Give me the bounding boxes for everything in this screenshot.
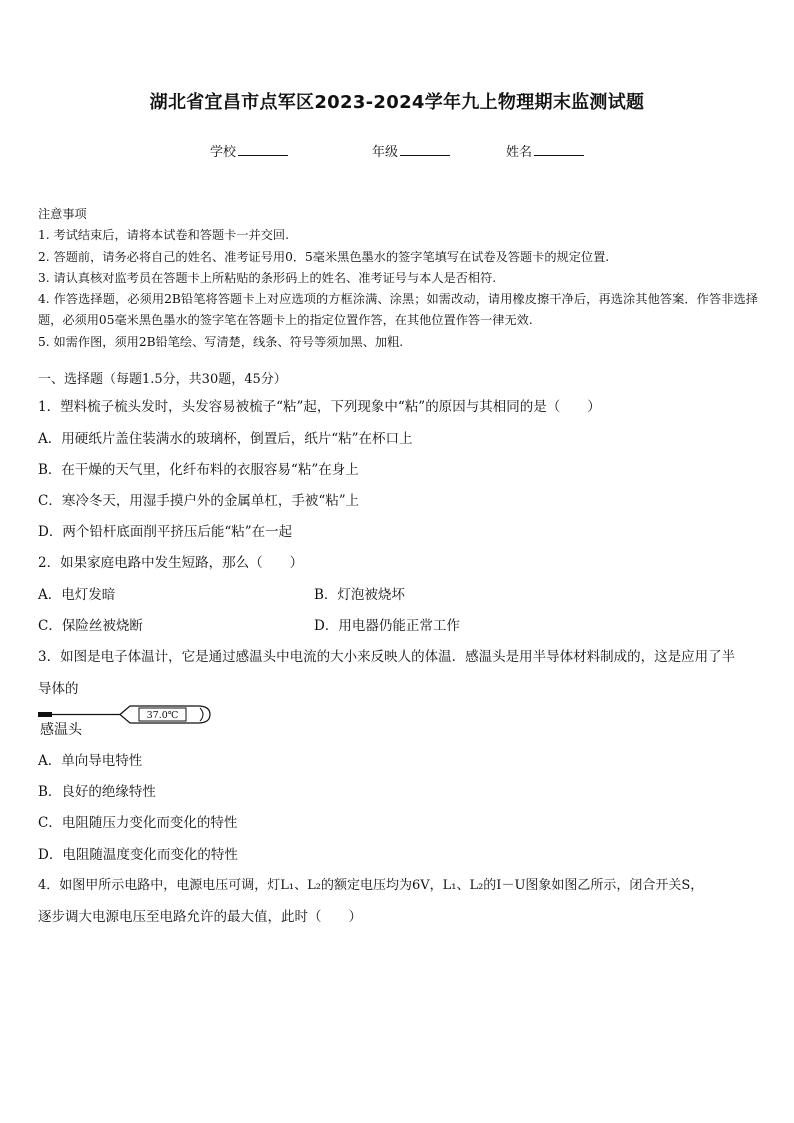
q1-option-a: A．用硬纸片盖住装满水的玻璃杯，倒置后，纸片“粘”在杯口上 <box>38 431 413 447</box>
grade-field <box>372 141 450 160</box>
q3-option-d: D．电阻随温度变化而变化的特性 <box>38 847 238 863</box>
sensor-tip <box>38 712 52 717</box>
grade-blank[interactable] <box>400 143 450 156</box>
notes-heading: 注意事项 <box>38 207 87 221</box>
q2-stem: 2．如果家庭电路中发生短路，那么（ ） <box>38 555 304 571</box>
q3-option-b: B．良好的绝缘特性 <box>38 784 156 800</box>
q4-stem-line1: 4．如图甲所示电路中，电源电压可调，灯L₁、L₂的额定电压均为6V，L₁、L₂的I－U图象如图乙所示，闭合开关S， <box>38 878 704 893</box>
q1-option-b: B．在干燥的天气里，化纤布料的衣服容易“粘”在身上 <box>38 462 359 478</box>
q2-option-b: B．灯泡被烧坏 <box>314 587 405 603</box>
q3-stem-line1: 3．如图是电子体温计，它是通过感温头中电流的大小来反映人的体温．感温头是用半导体材料制成的，这是应用了半 <box>38 649 736 665</box>
school-field <box>210 141 288 160</box>
notes-item-4: 4. 作答选择题，必须用2B铅笔将答题卡上对应选项的方框涂满、涂黑；如需改动，请用橡皮擦干净后，再选涂其他答案．作答非选择题，必须用05毫米黑色墨水的签字笔在答题卡上的指定位置作答，在其他位置作答一律无效. <box>38 292 758 328</box>
q1-option-d: D．两个铅杆底面削平挤压后能“粘”在一起 <box>38 524 293 540</box>
q3-option-a: A．单向导电特性 <box>38 753 143 769</box>
display-reading: 37.0℃ <box>146 710 179 721</box>
name-blank[interactable] <box>534 143 584 156</box>
q3-stem-line2: 导体的 <box>38 681 79 697</box>
grade-label: 年级 <box>372 145 399 160</box>
page-title: 湖北省宜昌市点军区2023-2024学年九上物理期末监测试题 <box>149 92 645 113</box>
sensor-label: 感温头 <box>40 722 82 738</box>
notes-item-2: 2. 答题前，请务必将自己的姓名、准考证号用0．5毫米黑色墨水的签字笔填写在试卷及答题卡的规定位置. <box>38 249 610 264</box>
school-label: 学校 <box>210 145 237 160</box>
notes-section <box>38 204 758 353</box>
q1-option-c: C．寒冷冬天，用湿手摸户外的金属单杠，手被“粘”上 <box>38 493 360 509</box>
notes-item-3: 3. 请认真核对监考员在答题卡上所粘贴的条形码上的姓名、准考证号与本人是否相符. <box>38 270 497 285</box>
q1-stem: 1．塑料梳子梳头发时，头发容易被梳子“粘”起，下列现象中“粘”的原因与其相同的是（ ） <box>38 399 601 415</box>
q2-option-d: D．用电器仍能正常工作 <box>314 618 460 634</box>
section-heading: 一、选择题（每题1.5分，共30题，45分） <box>38 372 287 387</box>
school-blank[interactable] <box>238 143 288 156</box>
name-label: 姓名 <box>506 145 533 160</box>
q2-option-a: A．电灯发暗 <box>38 587 116 603</box>
name-field <box>506 141 584 160</box>
q2-option-c: C．保险丝被烧断 <box>38 618 143 634</box>
q3-option-c: C．电阻随压力变化而变化的特性 <box>38 815 238 831</box>
q4-stem-line2: 逐步调大电源电压至电路允许的最大值，此时（ ） <box>38 909 362 925</box>
notes-item-5: 5. 如需作图，须用2B铅笔绘、写清楚，线条、符号等须加黑、加粗. <box>38 334 404 349</box>
notes-item-1: 1. 考试结束后，请将本试卷和答题卡一并交回. <box>38 228 289 243</box>
